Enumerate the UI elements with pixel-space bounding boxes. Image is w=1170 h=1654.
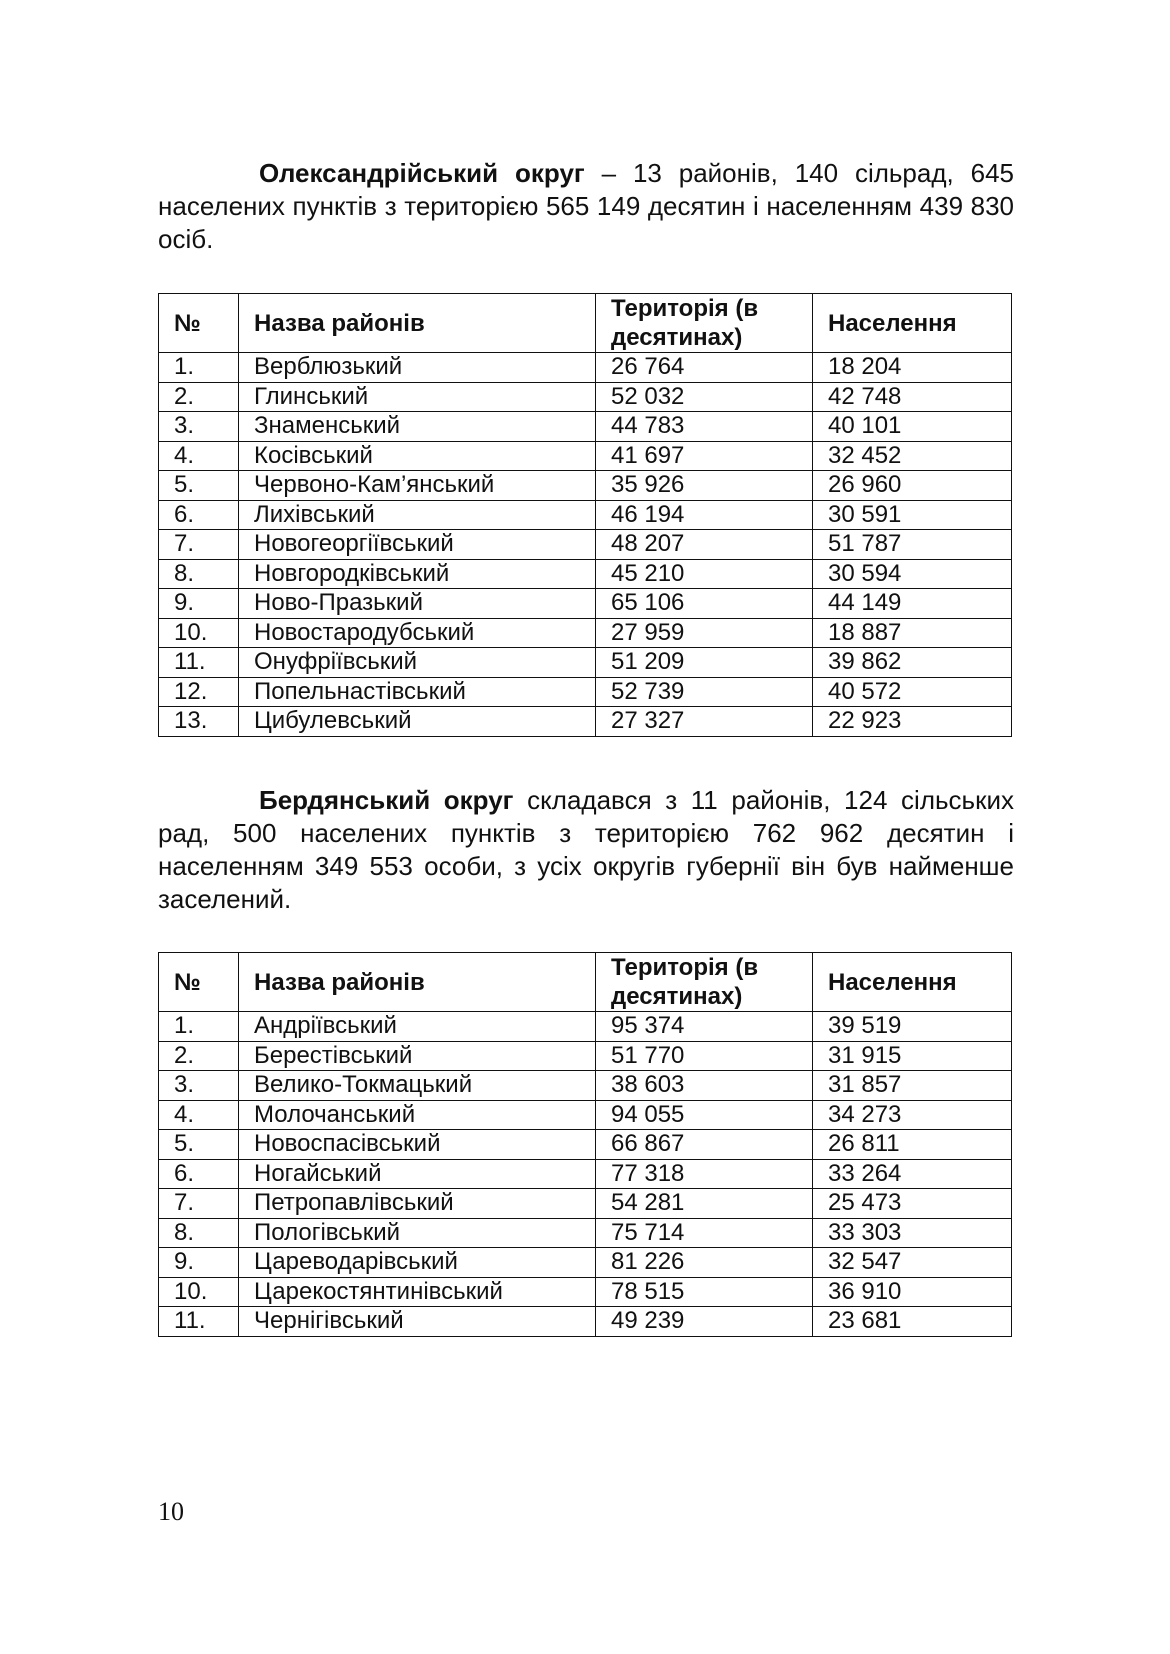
population-value: 22 923: [813, 707, 1012, 737]
row-number: 6.: [159, 1159, 239, 1189]
row-number: 8.: [159, 559, 239, 589]
territory-value: 65 106: [596, 589, 813, 619]
row-number: 6.: [159, 500, 239, 530]
population-value: 25 473: [813, 1189, 1012, 1219]
district-name: Червоно-Кам’янський: [239, 471, 596, 501]
territory-value: 41 697: [596, 441, 813, 471]
row-number: 1.: [159, 353, 239, 383]
table-row: [159, 1189, 1012, 1219]
row-number: 3.: [159, 1071, 239, 1101]
district-name: Цареводарівський: [239, 1248, 596, 1278]
territory-value: 27 327: [596, 707, 813, 737]
territory-value: 95 374: [596, 1012, 813, 1042]
row-number: 5.: [159, 1130, 239, 1160]
territory-value: 45 210: [596, 559, 813, 589]
page-number: 10: [158, 1497, 184, 1526]
table-row: [159, 1307, 1012, 1337]
row-number: 2.: [159, 382, 239, 412]
population-value: 40 572: [813, 677, 1012, 707]
row-number: 1.: [159, 1012, 239, 1042]
territory-value: 26 764: [596, 353, 813, 383]
population-value: 32 547: [813, 1248, 1012, 1278]
table-row: [159, 382, 1012, 412]
district-name: Знаменський: [239, 412, 596, 442]
population-value: 26 960: [813, 471, 1012, 501]
row-number: 4.: [159, 441, 239, 471]
table-row: [159, 648, 1012, 678]
district-name: Ногайський: [239, 1159, 596, 1189]
district-name: Косівський: [239, 441, 596, 471]
district-name: Верблюзький: [239, 353, 596, 383]
table-row: [159, 1100, 1012, 1130]
table-body: [159, 353, 1012, 737]
table-row: [159, 707, 1012, 737]
territory-value: 38 603: [596, 1071, 813, 1101]
table-row: [159, 677, 1012, 707]
row-number: 7.: [159, 1189, 239, 1219]
table-header: [159, 294, 1012, 353]
territory-value: 48 207: [596, 530, 813, 560]
district-name: Онуфріївський: [239, 648, 596, 678]
territory-value: 75 714: [596, 1218, 813, 1248]
district-name: Глинський: [239, 382, 596, 412]
population-value: 32 452: [813, 441, 1012, 471]
district-name: Петропавлівський: [239, 1189, 596, 1219]
population-value: 30 591: [813, 500, 1012, 530]
table-row: [159, 1012, 1012, 1042]
okrug-name: Бердянський округ: [259, 785, 514, 815]
district-name: Велико-Токмацький: [239, 1071, 596, 1101]
territory-value: 51 209: [596, 648, 813, 678]
district-name: Новогеоргіївський: [239, 530, 596, 560]
table-row: [159, 1071, 1012, 1101]
header-territory: Територія (в десятинах): [596, 953, 813, 1012]
territory-value: 46 194: [596, 500, 813, 530]
table-row: [159, 500, 1012, 530]
header-population: Населення: [813, 294, 1012, 353]
territory-value: 78 515: [596, 1277, 813, 1307]
header-number: №: [159, 953, 239, 1012]
table-row: [159, 559, 1012, 589]
row-number: 12.: [159, 677, 239, 707]
table-row: [159, 1041, 1012, 1071]
population-value: 31 915: [813, 1041, 1012, 1071]
population-value: 51 787: [813, 530, 1012, 560]
row-number: 8.: [159, 1218, 239, 1248]
row-number: 4.: [159, 1100, 239, 1130]
table-row: [159, 1248, 1012, 1278]
population-value: 44 149: [813, 589, 1012, 619]
district-name: Лихівський: [239, 500, 596, 530]
territory-value: 51 770: [596, 1041, 813, 1071]
territory-value: 49 239: [596, 1307, 813, 1337]
table-row: [159, 618, 1012, 648]
table-row: [159, 1218, 1012, 1248]
table-row: [159, 441, 1012, 471]
territory-value: 52 032: [596, 382, 813, 412]
district-name: Молочанський: [239, 1100, 596, 1130]
paragraph-oleksandriia-okrug: [158, 157, 1014, 256]
population-value: 39 519: [813, 1012, 1012, 1042]
row-number: 9.: [159, 1248, 239, 1278]
population-value: 30 594: [813, 559, 1012, 589]
district-name: Новостародубський: [239, 618, 596, 648]
territory-value: 94 055: [596, 1100, 813, 1130]
header-territory: Територія (в десятинах): [596, 294, 813, 353]
population-value: 23 681: [813, 1307, 1012, 1337]
territory-value: 52 739: [596, 677, 813, 707]
table-row: [159, 353, 1012, 383]
territory-value: 54 281: [596, 1189, 813, 1219]
territory-value: 44 783: [596, 412, 813, 442]
population-value: 40 101: [813, 412, 1012, 442]
row-number: 10.: [159, 618, 239, 648]
population-value: 18 204: [813, 353, 1012, 383]
population-value: 33 303: [813, 1218, 1012, 1248]
districts-table-oleksandriia: [158, 293, 1012, 737]
table-header: [159, 953, 1012, 1012]
territory-value: 27 959: [596, 618, 813, 648]
population-value: 34 273: [813, 1100, 1012, 1130]
table-row: [159, 1159, 1012, 1189]
table-row: [159, 589, 1012, 619]
row-number: 9.: [159, 589, 239, 619]
population-value: 31 857: [813, 1071, 1012, 1101]
table-row: [159, 412, 1012, 442]
district-name: Новгородківський: [239, 559, 596, 589]
territory-value: 81 226: [596, 1248, 813, 1278]
header-district-name: Назва районів: [239, 953, 596, 1012]
district-name: Берестівський: [239, 1041, 596, 1071]
district-name: Цибулевський: [239, 707, 596, 737]
table-row: [159, 1130, 1012, 1160]
row-number: 10.: [159, 1277, 239, 1307]
district-name: Ново-Празький: [239, 589, 596, 619]
row-number: 2.: [159, 1041, 239, 1071]
territory-value: 35 926: [596, 471, 813, 501]
row-number: 13.: [159, 707, 239, 737]
district-name: Царекостянтинівський: [239, 1277, 596, 1307]
population-value: 42 748: [813, 382, 1012, 412]
table-row: [159, 471, 1012, 501]
population-value: 18 887: [813, 618, 1012, 648]
districts-table-berdiansk: [158, 952, 1012, 1337]
territory-value: 77 318: [596, 1159, 813, 1189]
header-district-name: Назва районів: [239, 294, 596, 353]
territory-value: 66 867: [596, 1130, 813, 1160]
okrug-name: Олександрійський округ: [259, 158, 585, 188]
paragraph-berdiansk-okrug: [158, 784, 1014, 916]
population-value: 33 264: [813, 1159, 1012, 1189]
row-number: 3.: [159, 412, 239, 442]
row-number: 5.: [159, 471, 239, 501]
population-value: 36 910: [813, 1277, 1012, 1307]
paragraph-text: складався з 11 районів, 124 сільських рад, 500 населених пунктів з територією 762 962 десятин і населенням 349 553 особи, з усіх округів губернії він був найменше заселений.: [158, 785, 1014, 914]
population-value: 26 811: [813, 1130, 1012, 1160]
population-value: 39 862: [813, 648, 1012, 678]
row-number: 7.: [159, 530, 239, 560]
paragraph-text: – 13 районів, 140 сільрад, 645 населених пунктів з територією 565 149 десятин і населенням 439 830 осіб.: [158, 158, 1014, 254]
district-name: Попельнастівський: [239, 677, 596, 707]
row-number: 11.: [159, 1307, 239, 1337]
table-row: [159, 1277, 1012, 1307]
table-row: [159, 530, 1012, 560]
district-name: Андріївський: [239, 1012, 596, 1042]
district-name: Пологівський: [239, 1218, 596, 1248]
row-number: 11.: [159, 648, 239, 678]
header-number: №: [159, 294, 239, 353]
district-name: Новоспасівський: [239, 1130, 596, 1160]
district-name: Чернігівський: [239, 1307, 596, 1337]
table-body: [159, 1012, 1012, 1337]
header-population: Населення: [813, 953, 1012, 1012]
